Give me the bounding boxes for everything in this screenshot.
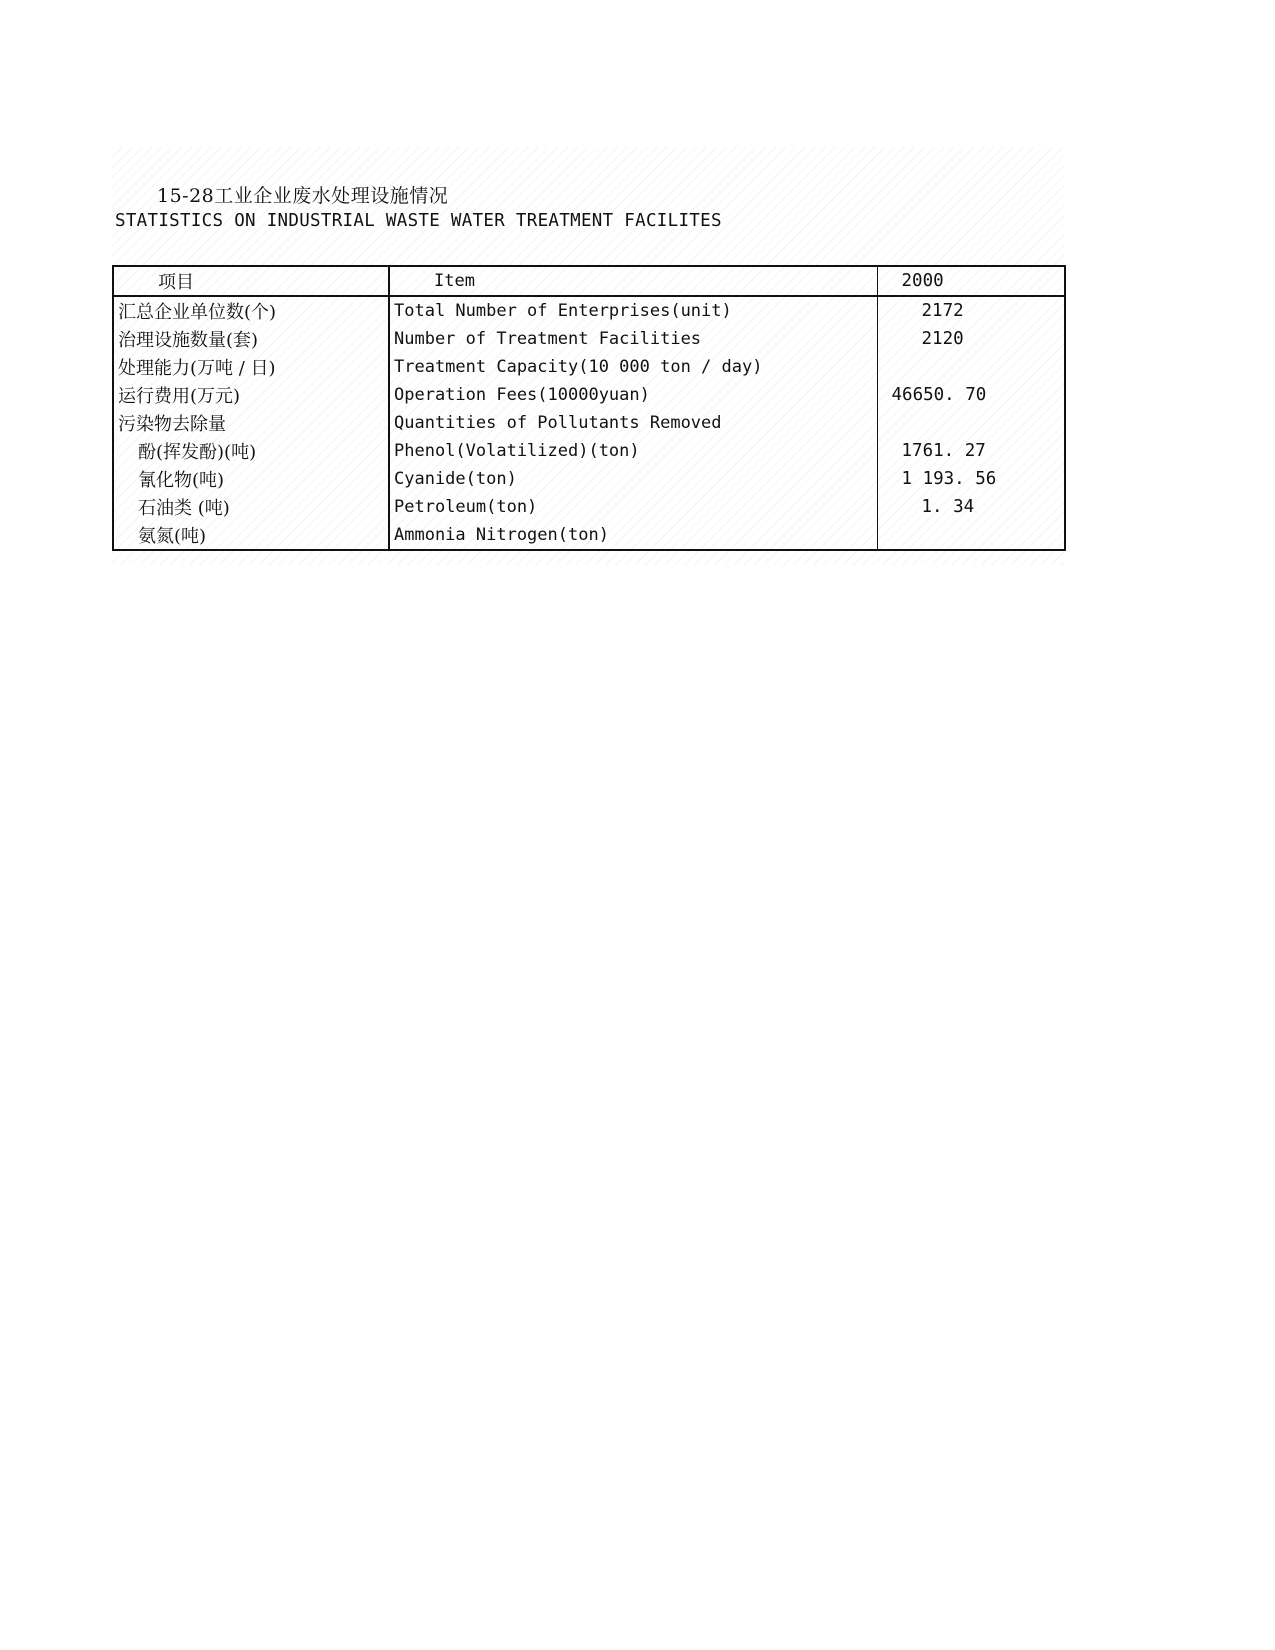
row-label-english: Petroleum(ton) — [389, 493, 877, 521]
table-row — [113, 521, 1065, 550]
row-label-english: Ammonia Nitrogen(ton) — [389, 521, 877, 550]
row-label-chinese: 运行费用(万元) — [113, 381, 389, 409]
table-row — [113, 353, 1065, 381]
row-value — [877, 353, 1065, 381]
row-label-chinese: 处理能力(万吨 / 日) — [113, 353, 389, 381]
row-value — [877, 521, 1065, 550]
header-item-english: Item — [389, 266, 877, 296]
row-value — [877, 409, 1065, 437]
row-label-chinese: 治理设施数量(套) — [113, 325, 389, 353]
table-row — [113, 493, 1065, 521]
spreadsheet-page — [112, 147, 1064, 565]
row-label-english: Phenol(Volatilized)(ton) — [389, 437, 877, 465]
row-label-chinese: 污染物去除量 — [113, 409, 389, 437]
row-label-english: Number of Treatment Facilities — [389, 325, 877, 353]
row-label-english: Operation Fees(10000yuan) — [389, 381, 877, 409]
table-row — [113, 437, 1065, 465]
row-value: 2172 — [877, 296, 1065, 325]
table-row — [113, 465, 1065, 493]
row-label-english: Cyanide(ton) — [389, 465, 877, 493]
table-header-row — [113, 266, 1065, 296]
table-title-chinese: 15-28工业企业废水处理设施情况 — [157, 185, 449, 207]
row-label-chinese: 氰化物(吨) — [113, 465, 389, 493]
row-label-chinese: 汇总企业单位数(个) — [113, 296, 389, 325]
row-value: 46650. 70 — [877, 381, 1065, 409]
row-value: 1. 34 — [877, 493, 1065, 521]
row-value: 1761. 27 — [877, 437, 1065, 465]
row-value: 2120 — [877, 325, 1065, 353]
table-row — [113, 325, 1065, 353]
header-item-chinese: 项目 — [113, 266, 389, 296]
statistics-table — [112, 265, 1066, 551]
row-label-chinese: 酚(挥发酚)(吨) — [113, 437, 389, 465]
row-label-chinese: 石油类 (吨) — [113, 493, 389, 521]
header-year: 2000 — [877, 266, 1065, 296]
row-label-english: Treatment Capacity(10 000 ton / day) — [389, 353, 877, 381]
row-label-english: Quantities of Pollutants Removed — [389, 409, 877, 437]
row-label-english: Total Number of Enterprises(unit) — [389, 296, 877, 325]
table-row — [113, 381, 1065, 409]
row-label-chinese: 氨氮(吨) — [113, 521, 389, 550]
table-row — [113, 296, 1065, 325]
table-row — [113, 409, 1065, 437]
table-title-english: STATISTICS ON INDUSTRIAL WASTE WATER TREATMENT FACILITES — [115, 211, 722, 231]
row-value: 1 193. 56 — [877, 465, 1065, 493]
